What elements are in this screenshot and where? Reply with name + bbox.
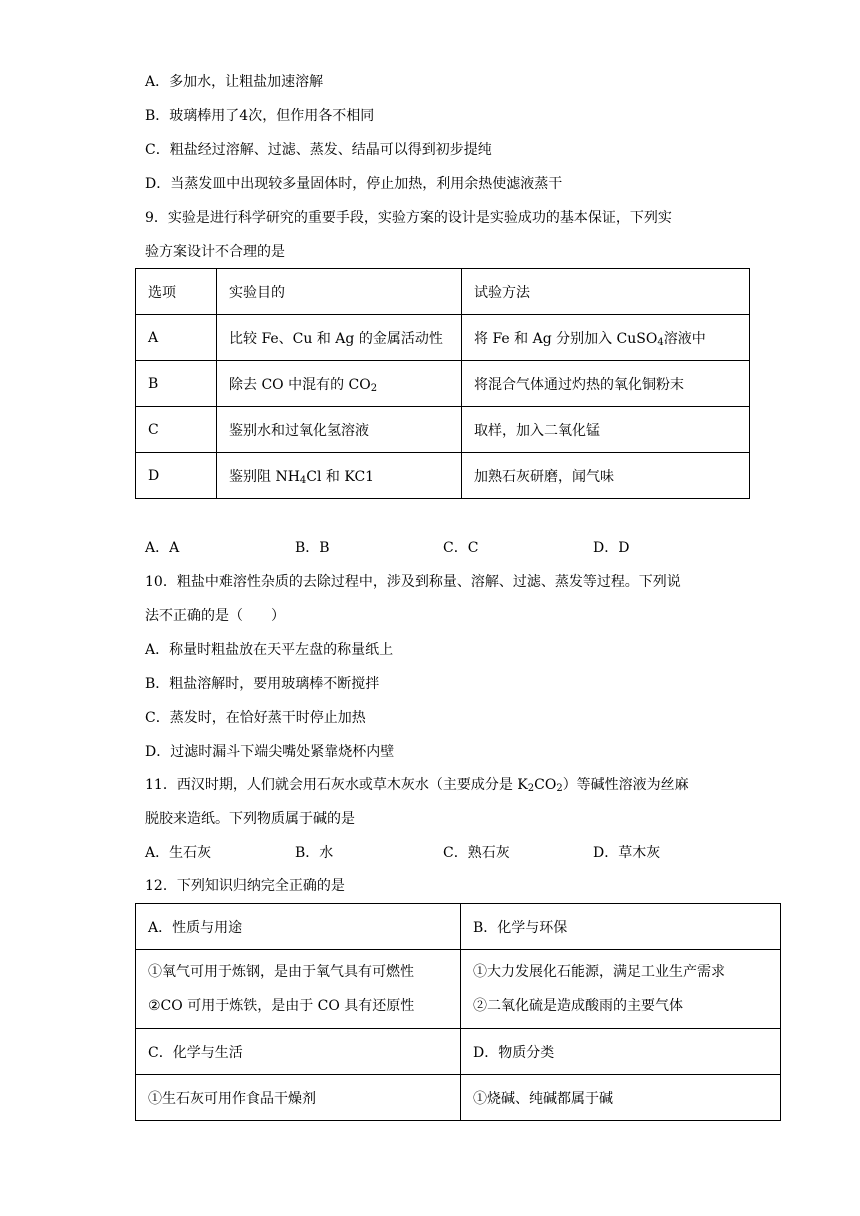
cell-b-items [461, 950, 781, 1029]
row-b-method: 将混合气体通过灼热的氧化铜粉末 [462, 361, 750, 407]
subscript: 2 [556, 783, 563, 794]
cell-b-title: B．化学与环保 [461, 904, 781, 950]
cell-a-items [136, 950, 461, 1029]
q10-option-c: C．蒸发时，在恰好蒸干时停止加热 [145, 710, 366, 726]
q8-option-c: C．粗盐经过溶解、过滤、蒸发、结晶可以得到初步提纯 [145, 142, 492, 158]
a-item-1: ①氧气可用于炼钢，是由于氧气具有可燃性 [148, 964, 414, 980]
q9-stem-line2: 验方案设计不合理的是 [145, 244, 285, 260]
q9-option-a: A．A [145, 540, 180, 556]
row-d-option: D [136, 453, 217, 499]
q8-option-a: A．多加水，让粗盐加速溶解 [145, 74, 324, 90]
method-text: 将 Fe 和 Ag 分别加入 CuSO [474, 330, 658, 347]
q9-stem-line1: 9．实验是进行科学研究的重要手段，实验方案的设计是实验成功的基本保证，下列实 [145, 210, 672, 226]
table-row [136, 361, 750, 407]
q11-text-end: ）等碱性溶液为丝麻 [562, 777, 689, 793]
table-row [136, 315, 750, 361]
q10-stem-line1: 10．粗盐中难溶性杂质的去除过程中，涉及到称量、溶解、过滤、蒸发等过程。下列说 [145, 574, 681, 590]
q10-option-b: B．粗盐溶解时，要用玻璃棒不断搅拌 [145, 676, 380, 692]
row-b-option: B [136, 361, 217, 407]
q8-option-b: B．玻璃棒用了4次，但作用各不相同 [145, 108, 375, 124]
q9-option-d: D．D [593, 540, 630, 556]
subscript: 2 [527, 783, 535, 794]
cell-c-items: ①生石灰可用作食品干燥剂 [136, 1075, 461, 1121]
q11-option-c: C．熟石灰 [443, 845, 510, 861]
q12-table [135, 903, 781, 1121]
method-text-end: 溶液中 [663, 330, 706, 347]
b-item-1: ①大力发展化石能源，满足工业生产需求 [473, 964, 725, 980]
header-purpose: 实验目的 [217, 269, 462, 315]
table-row [136, 1029, 781, 1075]
subscript: 4 [299, 474, 307, 486]
q10-option-a: A．称量时粗盐放在天平左盘的称量纸上 [145, 642, 394, 658]
cell-d-title: D．物质分类 [461, 1029, 781, 1075]
q11-option-b: B．水 [295, 845, 334, 861]
row-a-method [462, 315, 750, 361]
purpose-text-end: Cl 和 KC1 [306, 468, 375, 485]
row-c-purpose: 鉴别水和过氧化氢溶液 [217, 407, 462, 453]
q11-text-mid: CO [534, 777, 557, 793]
subscript: 2 [370, 382, 378, 394]
q9-table [135, 268, 750, 499]
purpose-text: 鉴别阻 NH [229, 468, 300, 485]
row-b-purpose [217, 361, 462, 407]
q12-stem: 12．下列知识归纳完全正确的是 [145, 878, 345, 894]
table-row [136, 950, 781, 1029]
table-row [136, 453, 750, 499]
cell-c-title: C．化学与生活 [136, 1029, 461, 1075]
row-d-purpose [217, 453, 462, 499]
table-row [136, 904, 781, 950]
q10-stem-line2: 法不正确的是（ ） [145, 608, 285, 624]
a-item-2: ②CO 可用于炼铁，是由于 CO 具有还原性 [148, 998, 415, 1014]
q8-option-d: D．当蒸发皿中出现较多量固体时，停止加热，利用余热使滤液蒸干 [145, 176, 563, 192]
cell-d-items: ①烧碱、纯碱都属于碱 [461, 1075, 781, 1121]
table-row [136, 407, 750, 453]
q11-stem-line2: 脱胶来造纸。下列物质属于碱的是 [145, 811, 355, 827]
row-c-method: 取样，加入二氧化锰 [462, 407, 750, 453]
q11-option-a: A．生石灰 [145, 845, 212, 861]
q9-option-c: C．C [443, 540, 479, 556]
row-d-method: 加熟石灰研磨，闻气味 [462, 453, 750, 499]
row-c-option: C [136, 407, 217, 453]
q11-option-d: D．草木灰 [593, 845, 661, 861]
subscript: 4 [657, 336, 664, 348]
header-method: 试验方法 [462, 269, 750, 315]
q9-option-b: B．B [295, 540, 330, 556]
purpose-text: 除去 CO 中混有的 CO [229, 376, 371, 393]
row-a-purpose: 比较 Fe、Cu 和 Ag 的金属活动性 [217, 315, 462, 361]
q11-text: 11．西汉时期，人们就会用石灰水或草木灰水（主要成分是 K [145, 777, 528, 793]
cell-a-title: A．性质与用途 [136, 904, 461, 950]
q11-stem-line1 [145, 775, 689, 795]
table-row [136, 1075, 781, 1121]
row-a-option: A [136, 315, 217, 361]
table-header-row [136, 269, 750, 315]
b-item-2: ②二氧化硫是造成酸雨的主要气体 [473, 998, 683, 1014]
q10-option-d: D．过滤时漏斗下端尖嘴处紧靠烧杯内壁 [145, 744, 395, 760]
header-option: 选项 [136, 269, 217, 315]
